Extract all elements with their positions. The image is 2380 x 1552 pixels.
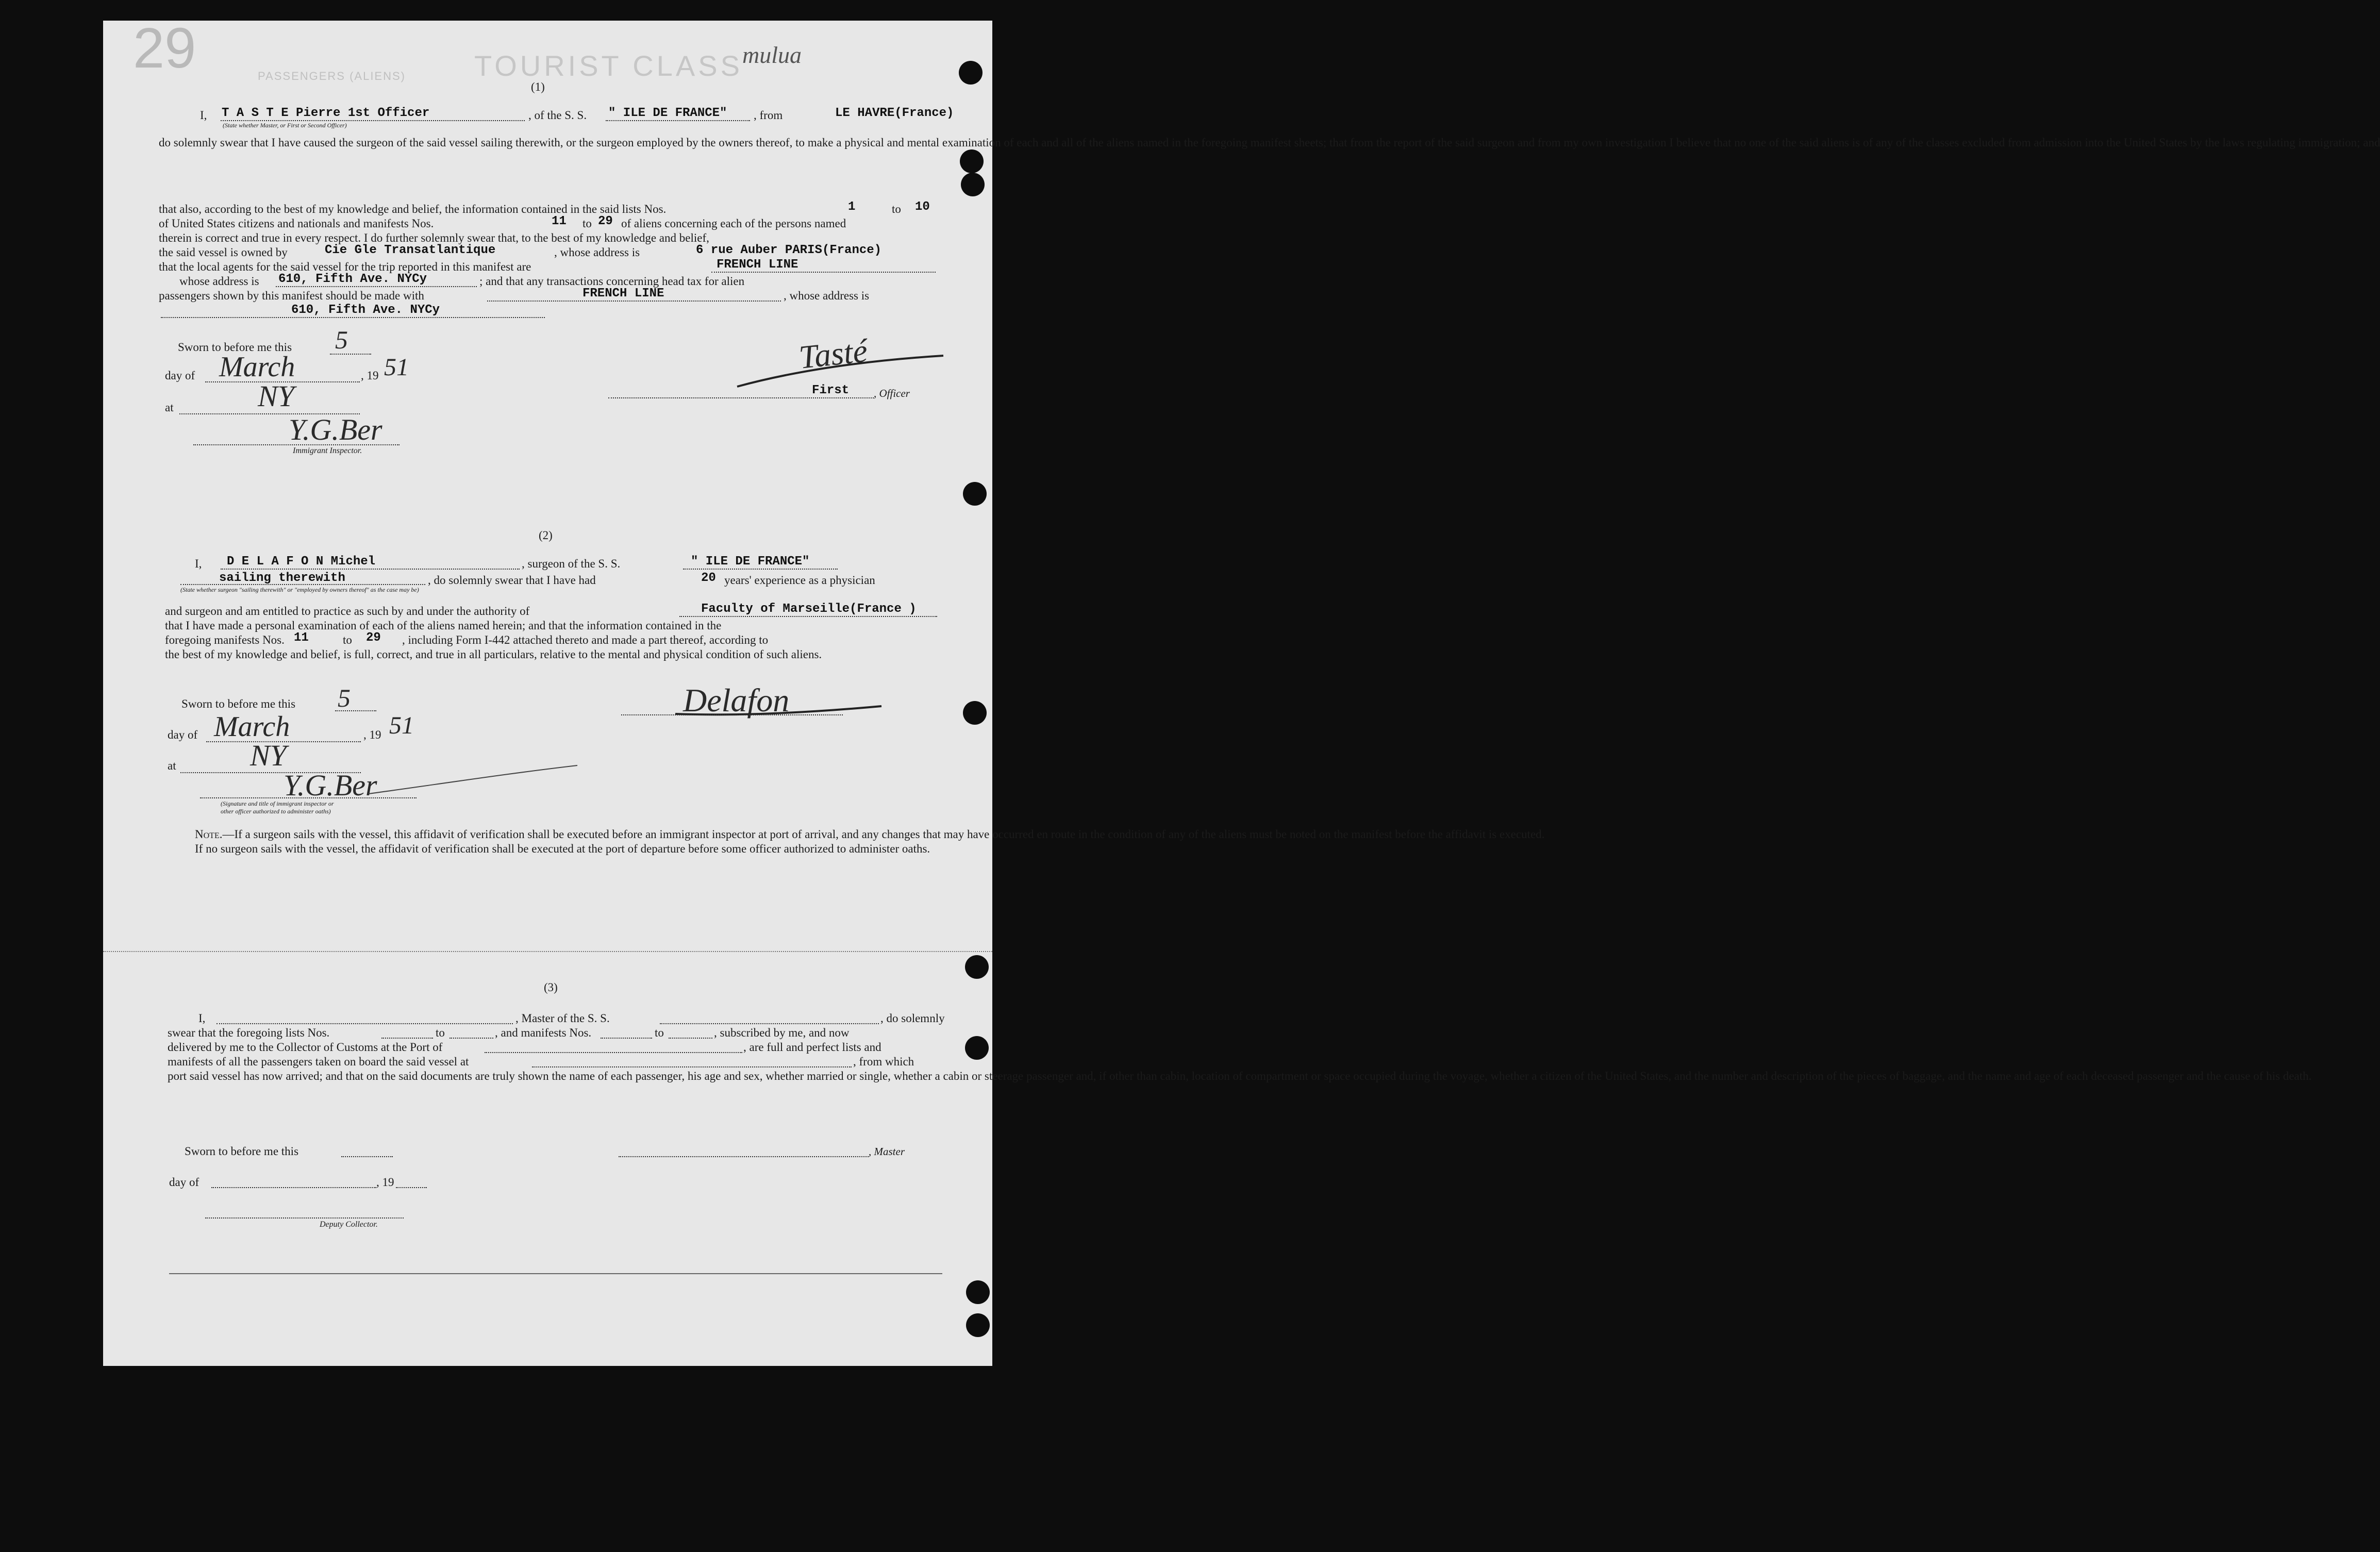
s1-tax-line: passengers shown by this manifest should be made with [159, 289, 424, 302]
s2-surgeon-of: , surgeon of the S. S. [522, 557, 621, 570]
s3-manifest-to-field [669, 1038, 712, 1039]
s3-to: to [436, 1026, 445, 1039]
surgeon-signature: Delafon [683, 682, 790, 719]
bottom-rule [169, 1273, 942, 1274]
lists-from-field: 1 [848, 200, 856, 214]
surgeon-status-field: sailing therewith [219, 571, 345, 585]
s2-manifests-line: foregoing manifests Nos. [165, 633, 285, 646]
vessel-name-field: " ILE DE FRANCE" [608, 106, 727, 120]
s3-lists-from-field [381, 1038, 433, 1039]
section-2-number: (2) [539, 529, 553, 542]
s3-sworn: Sworn to before me this [185, 1145, 299, 1158]
section-1-number: (1) [531, 80, 545, 93]
s1-year-prefix: , 19 [361, 369, 379, 382]
s1-line-manifests-b: of aliens concerning each of the persons named [621, 217, 846, 230]
s1-month: March [219, 351, 295, 383]
s3-lists: swear that the foregoing lists Nos. [168, 1026, 330, 1039]
s1-from: , from [754, 109, 783, 122]
s3-subscribed: , subscribed by me, and now [714, 1026, 850, 1039]
s2-sig-hint-1: (Signature and title of immigrant inspector or [221, 800, 334, 807]
section-divider [103, 951, 992, 952]
s2-inspector-signature: Y.G.Ber [284, 769, 377, 802]
note-paragraph: Note.—If a surgeon sails with the vessel, this affidavit of verification shall be executed before an immigrant inspector at port of arrival, and any changes that may have occurred en route in the condition of any of the aliens must be noted on the manifest before the affidavit is executed. If no surgeon sails with the vessel, the affidavit of verification shall be executed at the port of departure before some officer authorized to administer oaths. [195, 828, 1545, 855]
s2-month: March [214, 711, 290, 743]
s2-form-line: , including Form I-442 attached thereto and made a part thereof, according to [402, 633, 769, 646]
s1-of-ss: , of the S. S. [528, 109, 587, 122]
s3-year-field [396, 1187, 427, 1188]
s1-agents-line: that the local agents for the said vessel for the trip reported in this manifest are [159, 260, 531, 273]
tax-address-field: 610, Fifth Ave. NYCy [291, 303, 440, 317]
s1-sworn: Sworn to before me this [178, 341, 292, 354]
s1-sworn-day: 5 [335, 325, 348, 354]
s3-day-of: day of [169, 1176, 199, 1189]
section-3-number: (3) [544, 981, 558, 994]
page-number-stamp: 29 [133, 16, 196, 80]
s1-at-value: NY [258, 379, 294, 413]
s3-manifests: , and manifests Nos. [495, 1026, 592, 1039]
s1-inspector-signature: Y.G.Ber [289, 413, 382, 446]
master-signature-field [619, 1156, 869, 1157]
agents-field: FRENCH LINE [717, 258, 798, 272]
s2-sworn: Sworn to before me this [181, 697, 296, 710]
s1-to2: to [582, 217, 592, 230]
s1-head-tax-line: ; and that any transactions concerning head tax for alien [479, 275, 745, 288]
s3-paragraph: port said vessel has now arrived; and that on the said documents are truly shown the name of each passenger, his age and sex, whether married or single, whether a cabin or steerage passenger and, if other than cabin, location of compartment or space occupied during the voyage, whether a citizen of the United States, and the number and description of the pieces of baggage, and the name and age of each deceased passenger and the cause of his death. [168, 1070, 2312, 1082]
s2-sworn-day: 5 [338, 683, 351, 712]
s1-to: to [892, 203, 901, 215]
s2-line-3: that I have made a personal examination of each of the aliens named herein; and that the information contained in the [165, 619, 722, 632]
s2-manifest-to-field: 29 [366, 631, 381, 645]
s3-sworn-day-field [341, 1156, 393, 1157]
s1-owned-by: the said vessel is owned by [159, 246, 288, 259]
s1-line-3: therein is correct and true in every respect. I do further solemnly swear that, to the best of my knowledge and belief, [159, 231, 709, 244]
s2-year: 51 [389, 712, 414, 739]
s3-collector-label: Deputy Collector. [320, 1220, 378, 1229]
s3-lists-to-field [450, 1038, 493, 1039]
s3-solemnly: , do solemnly [880, 1012, 945, 1025]
s3-port-field [485, 1052, 742, 1053]
note-label: Note. [195, 828, 223, 841]
years-experience-field: 20 [701, 571, 716, 585]
lists-to-field: 10 [915, 200, 930, 214]
s3-boarding-port-field [532, 1066, 852, 1067]
s1-agents-address-line: whose address is [179, 275, 259, 288]
s1-whose-address: , whose address is [554, 246, 640, 259]
owner-address-field: 6 rue Auber PARIS(France) [696, 243, 882, 257]
manifest-page [103, 16, 2380, 1366]
s1-day-of: day of [165, 369, 195, 382]
s2-at: at [168, 759, 176, 772]
tourist-class-stamp: TOURIST CLASS [474, 49, 743, 82]
s2-i: I, [195, 557, 202, 570]
owner-field: Cie Gle Transatlantique [325, 243, 496, 257]
punch-hole [959, 61, 983, 85]
s3-to2: to [655, 1026, 664, 1039]
s2-year-prefix: , 19 [363, 728, 381, 741]
punch-hole [966, 1280, 990, 1304]
s1-year: 51 [384, 354, 409, 381]
s3-year-prefix: , 19 [376, 1176, 394, 1189]
s1-line-manifests: of United States citizens and nationals and manifests Nos. [159, 217, 434, 230]
punch-hole [965, 1036, 989, 1060]
s3-passengers-line: manifests of all the passengers taken on board the said vessel at [168, 1055, 469, 1068]
tax-agent-field: FRENCH LINE [582, 287, 664, 301]
master-name-field [217, 1023, 513, 1024]
authority-field: Faculty of Marseille(France ) [701, 602, 917, 616]
manifest-from-field: 11 [552, 214, 567, 228]
s1-line-lists: that also, according to the best of my knowledge and belief, the information contained in the said lists Nos. [159, 203, 667, 215]
s2-manifest-from-field: 11 [294, 631, 309, 645]
s2-sig-hint-2: other officer authorized to administer oaths) [221, 808, 331, 815]
s2-to: to [343, 633, 352, 646]
s2-solemnly: , do solemnly swear that I have had [428, 574, 596, 587]
surgeon-name-field: D E L A F O N Michel [227, 555, 376, 569]
punch-hole [963, 482, 987, 506]
surgeon-status-hint: (State whether surgeon "sailing therewith" or "employed by owners thereof" as the case may be) [180, 586, 419, 593]
manifest-to-field: 29 [598, 214, 613, 228]
s3-from-which: , from which [853, 1055, 914, 1068]
s1-inspector-label: Immigrant Inspector. [293, 446, 362, 455]
s2-line-5: the best of my knowledge and belief, is full, correct, and true in all particulars, relative to the mental and physical condition of such aliens. [165, 648, 822, 661]
faded-heading-stamp: PASSENGERS (ALIENS) [258, 70, 406, 82]
s1-i: I, [200, 109, 207, 122]
s1-tax-address-label: , whose address is [784, 289, 870, 302]
s3-vessel-field [660, 1023, 879, 1024]
s2-day-of: day of [168, 728, 198, 741]
section-1-paragraph: do solemnly swear that I have caused the surgeon of the said vessel sailing therewith, or the surgeon employed by the owners thereof, to make a physical and mental examination of each and all of the aliens named in the foregoing manifest sheets; that from the report of the said surgeon and from my own investigation I believe that no one of the said aliens is of any of the classes excluded from admission into the United States by the laws regulating immigration; and [159, 136, 2380, 149]
surgeon-signature-stroke [670, 691, 887, 722]
punch-hole [966, 1313, 990, 1337]
departure-port-field: LE HAVRE(France) [835, 106, 954, 120]
s2-experience: years' experience as a physician [724, 574, 875, 587]
s1-at: at [165, 401, 174, 414]
s3-master-label: , Master [869, 1145, 905, 1158]
s3-full-perfect: , are full and perfect lists and [743, 1041, 881, 1054]
s3-month-field [211, 1187, 376, 1188]
punch-hole [965, 955, 989, 979]
punch-hole [960, 149, 984, 173]
s3-master-of: , Master of the S. S. [515, 1012, 610, 1025]
s3-i: I, [198, 1012, 206, 1025]
s2-at-value: NY [250, 739, 287, 772]
punch-hole [963, 701, 987, 725]
s2-signature-tail [366, 763, 582, 799]
officer-rank-field: First [812, 383, 850, 397]
officer-name-field: T A S T E Pierre 1st Officer [222, 106, 430, 120]
s3-collector-line: delivered by me to the Collector of Customs at the Port of [168, 1041, 443, 1054]
s2-vessel-field: " ILE DE FRANCE" [691, 555, 810, 569]
s1-officer-signature: Tasté [797, 332, 870, 376]
s3-manifest-from-field [601, 1038, 652, 1039]
punch-hole [961, 173, 985, 196]
collector-signature-field [205, 1217, 404, 1219]
handwritten-annotation: mulua [742, 42, 802, 68]
s1-officer-label: , Officer [874, 387, 910, 399]
officer-hint: (State whether Master, or First or Second Officer) [223, 122, 347, 129]
agents-address-field: 610, Fifth Ave. NYCy [278, 272, 427, 286]
s2-authority-line: and surgeon and am entitled to practice as such by and under the authority of [165, 605, 530, 618]
